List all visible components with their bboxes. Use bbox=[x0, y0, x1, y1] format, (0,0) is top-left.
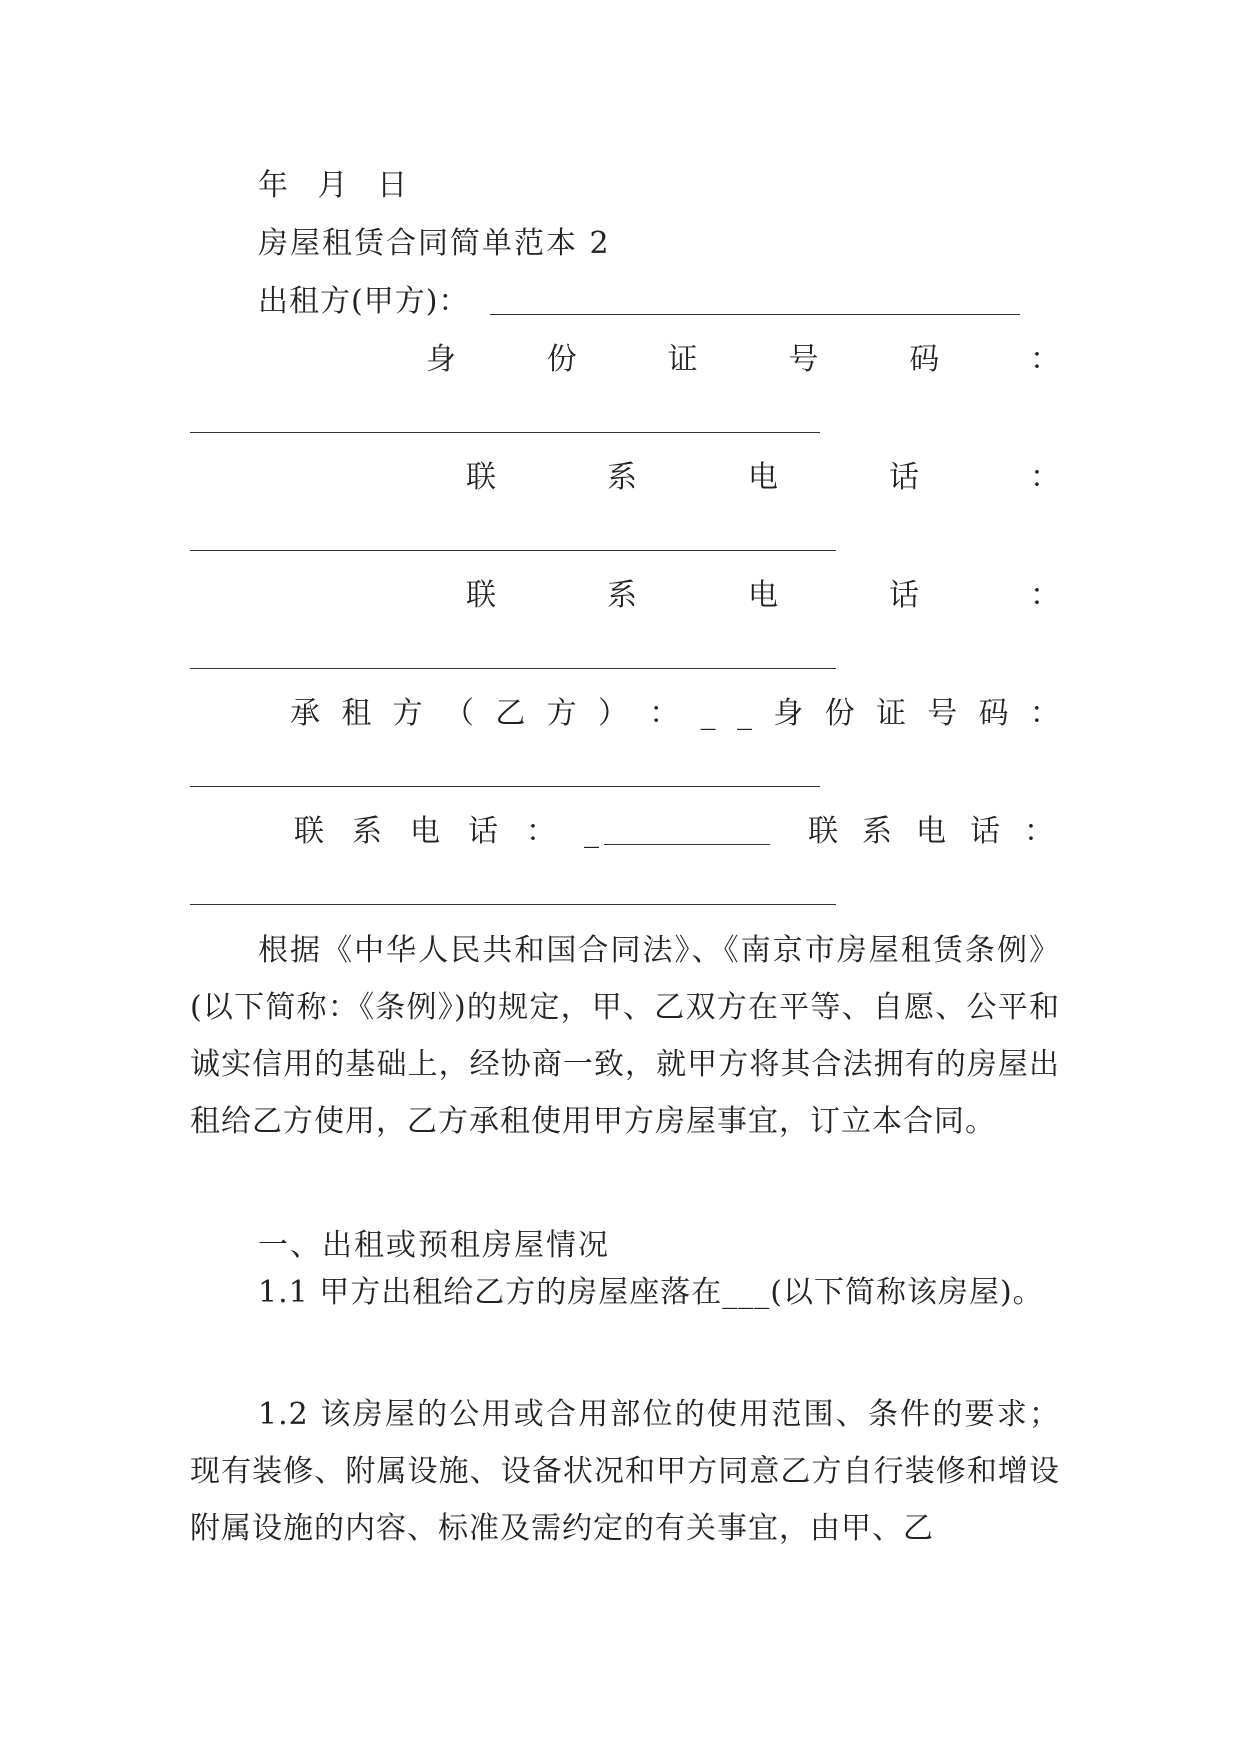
lessee-phone-char: 系 bbox=[352, 814, 410, 849]
lessor-phone1-char: 联 bbox=[466, 460, 496, 495]
lessee-char: ： bbox=[649, 696, 680, 731]
lessee-char: 方 bbox=[392, 696, 423, 731]
lessee-phone-char[interactable]: _ bbox=[584, 814, 627, 849]
lessor-phone2-char: 话 bbox=[889, 578, 919, 613]
lessee-char: 身 bbox=[773, 696, 804, 731]
lessor-phone2-label bbox=[190, 576, 1060, 616]
lessee-char[interactable]: _ bbox=[736, 696, 752, 731]
lessee-char: 码 bbox=[978, 696, 1009, 731]
lessee-char: 份 bbox=[824, 696, 855, 731]
lessee-phone2-blank[interactable] bbox=[190, 904, 836, 905]
clause-1-1 bbox=[190, 1264, 1060, 1321]
lessee-phone-right bbox=[808, 812, 1078, 852]
intro-paragraph: 根据《中华人民共和国合同法》、《南京市房屋租赁条例》(以下简称：《条例》)的规定，甲、乙双方在平等、自愿、公平和诚实信用的基础上，经协商一致，就甲方将其合法拥有的房屋出租给乙方使用，乙方承租使用甲方房屋事宜，订立本合同。 bbox=[190, 933, 1060, 1139]
lessee-phone-left bbox=[294, 812, 627, 852]
clause-1-1-before: 1.1 甲方出租给乙方的房屋座落在 bbox=[258, 1275, 723, 1310]
lessee-char: 号 bbox=[927, 696, 958, 731]
lessee-char: ： bbox=[1029, 696, 1060, 731]
lessor-label: 出租方(甲方)： bbox=[258, 284, 470, 319]
lessee-phone2-char: ： bbox=[1024, 814, 1078, 849]
lessee-phone2-char: 系 bbox=[862, 814, 916, 849]
lessee-phone-char: 电 bbox=[410, 814, 468, 849]
lessor-phone1-char: 系 bbox=[607, 460, 637, 495]
lessee-char[interactable]: _ bbox=[700, 696, 716, 731]
lessor-name-blank[interactable] bbox=[490, 314, 1020, 315]
lessee-char: 方 bbox=[546, 696, 577, 731]
lessor-id-char: 份 bbox=[546, 342, 577, 377]
lessee-char: 租 bbox=[341, 696, 372, 731]
lessee-phone-blank[interactable] bbox=[604, 844, 770, 845]
lessee-line bbox=[190, 694, 1060, 734]
lessee-phone-char: ： bbox=[526, 814, 584, 849]
section-1-heading: 一、出租或预租房屋情况 bbox=[258, 1228, 610, 1263]
lessor-id-char: ： bbox=[1029, 342, 1060, 377]
lessor-phone2-char: 电 bbox=[748, 578, 778, 613]
document-title: 房屋租赁合同简单范本 2 bbox=[258, 226, 611, 261]
lessor-phone1-blank[interactable] bbox=[190, 550, 836, 551]
lessor-id-label bbox=[190, 340, 1060, 380]
lessor-id-blank[interactable] bbox=[190, 432, 820, 433]
lessee-phone-char: 话 bbox=[468, 814, 526, 849]
clause-1-1-blank[interactable]: ___ bbox=[722, 1275, 771, 1310]
lessor-phone1-char: 电 bbox=[748, 460, 778, 495]
lessor-id-char: 证 bbox=[667, 342, 698, 377]
lessor-phone2-char: ： bbox=[1030, 578, 1060, 613]
lessor-id-char: 身 bbox=[426, 342, 456, 377]
clause-1-2: 1.2 该房屋的公用或合用部位的使用范围、条件的要求；现有装修、附属设施、设备状况和甲方同意乙方自行装修和增设附属设施的内容、标准及需约定的有关事宜，由甲、乙 bbox=[190, 1397, 1060, 1546]
lessee-phone2-char: 话 bbox=[970, 814, 1024, 849]
lessee-id-blank[interactable] bbox=[190, 786, 820, 787]
lessee-char: ） bbox=[597, 696, 628, 731]
lessor-id-char: 码 bbox=[909, 342, 940, 377]
lessor-phone2-blank[interactable] bbox=[190, 668, 836, 669]
lessor-id-char: 号 bbox=[788, 342, 819, 377]
lessee-char: 证 bbox=[875, 696, 906, 731]
lessee-char: 乙 bbox=[495, 696, 526, 731]
lessee-phone2-char: 联 bbox=[808, 814, 862, 849]
lessee-char: 承 bbox=[290, 696, 320, 731]
lessor-phone1-label bbox=[190, 458, 1060, 498]
lessee-phone-char: 联 bbox=[294, 814, 352, 849]
lessor-phone1-char: ： bbox=[1030, 460, 1060, 495]
lessor-phone1-char: 话 bbox=[889, 460, 919, 495]
lessee-char: （ bbox=[443, 696, 474, 731]
clause-1-1-after: (以下简称该房屋)。 bbox=[770, 1275, 1044, 1310]
lessee-phone2-char: 电 bbox=[916, 814, 970, 849]
lessor-phone2-char: 联 bbox=[466, 578, 496, 613]
lessor-phone2-char: 系 bbox=[607, 578, 637, 613]
date-line: 年 月 日 bbox=[258, 168, 418, 203]
